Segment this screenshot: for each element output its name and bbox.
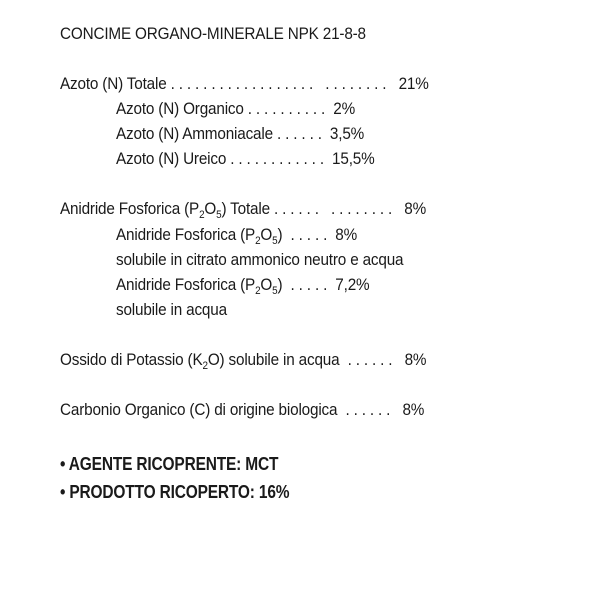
- coating-agent-bullet: • AGENTE RICOPRENTE: MCT: [60, 454, 279, 474]
- phosphorus-citrate-sub2: 5: [272, 235, 278, 247]
- nitrogen-organic-row: Azoto (N) Organico . . . . . . . . . . 2%: [116, 99, 356, 118]
- phosphorus-water-mid: O: [260, 275, 273, 294]
- phosphorus-total-prefix: Anidride Fosforica (P: [60, 199, 200, 218]
- phosphorus-total-row: [60, 199, 426, 219]
- potassium-suffix: O) solubile in acqua . . . . . . 8%: [207, 350, 427, 369]
- coated-product-bullet: • PRODOTTO RICOPERTO: 16%: [60, 482, 290, 502]
- phosphorus-total-sub2: 5: [216, 209, 222, 221]
- phosphorus-citrate-desc: solubile in citrato ammonico neutro e acqua: [116, 250, 404, 269]
- label-title: CONCIME ORGANO-MINERALE NPK 21-8-8: [60, 24, 366, 43]
- phosphorus-water-sub2: 5: [272, 285, 278, 297]
- phosphorus-citrate-mid: O: [260, 225, 273, 244]
- phosphorus-water-row: [116, 275, 369, 295]
- phosphorus-citrate-sub1: 2: [255, 235, 261, 247]
- phosphorus-water-suffix: ) . . . . . 7,2%: [277, 275, 370, 294]
- phosphorus-water-prefix: Anidride Fosforica (P: [116, 275, 256, 294]
- phosphorus-total-mid: O: [204, 199, 217, 218]
- phosphorus-citrate-prefix: Anidride Fosforica (P: [116, 225, 256, 244]
- nitrogen-ammoniacal-row: Azoto (N) Ammoniacale . . . . . . 3,5%: [116, 124, 365, 143]
- phosphorus-citrate-suffix: ) . . . . . 8%: [277, 225, 358, 244]
- phosphorus-total-suffix: ) Totale . . . . . . . . . . . . . . 8%: [221, 199, 427, 218]
- nitrogen-total-row: Azoto (N) Totale . . . . . . . . . . . . . . . . . . . . . . . . . . 21%: [60, 74, 429, 93]
- phosphorus-water-desc: solubile in acqua: [116, 300, 227, 319]
- organic-carbon-row: Carbonio Organico (C) di origine biologica . . . . . . 8%: [60, 400, 425, 419]
- potassium-prefix: Ossido di Potassio (K: [60, 350, 203, 369]
- potassium-row: [60, 350, 426, 370]
- potassium-sub: 2: [202, 360, 208, 372]
- phosphorus-citrate-row: [116, 225, 357, 245]
- nitrogen-ureic-row: Azoto (N) Ureico . . . . . . . . . . . . 15,5%: [116, 149, 375, 168]
- phosphorus-water-sub1: 2: [255, 285, 261, 297]
- phosphorus-total-sub1: 2: [199, 209, 205, 221]
